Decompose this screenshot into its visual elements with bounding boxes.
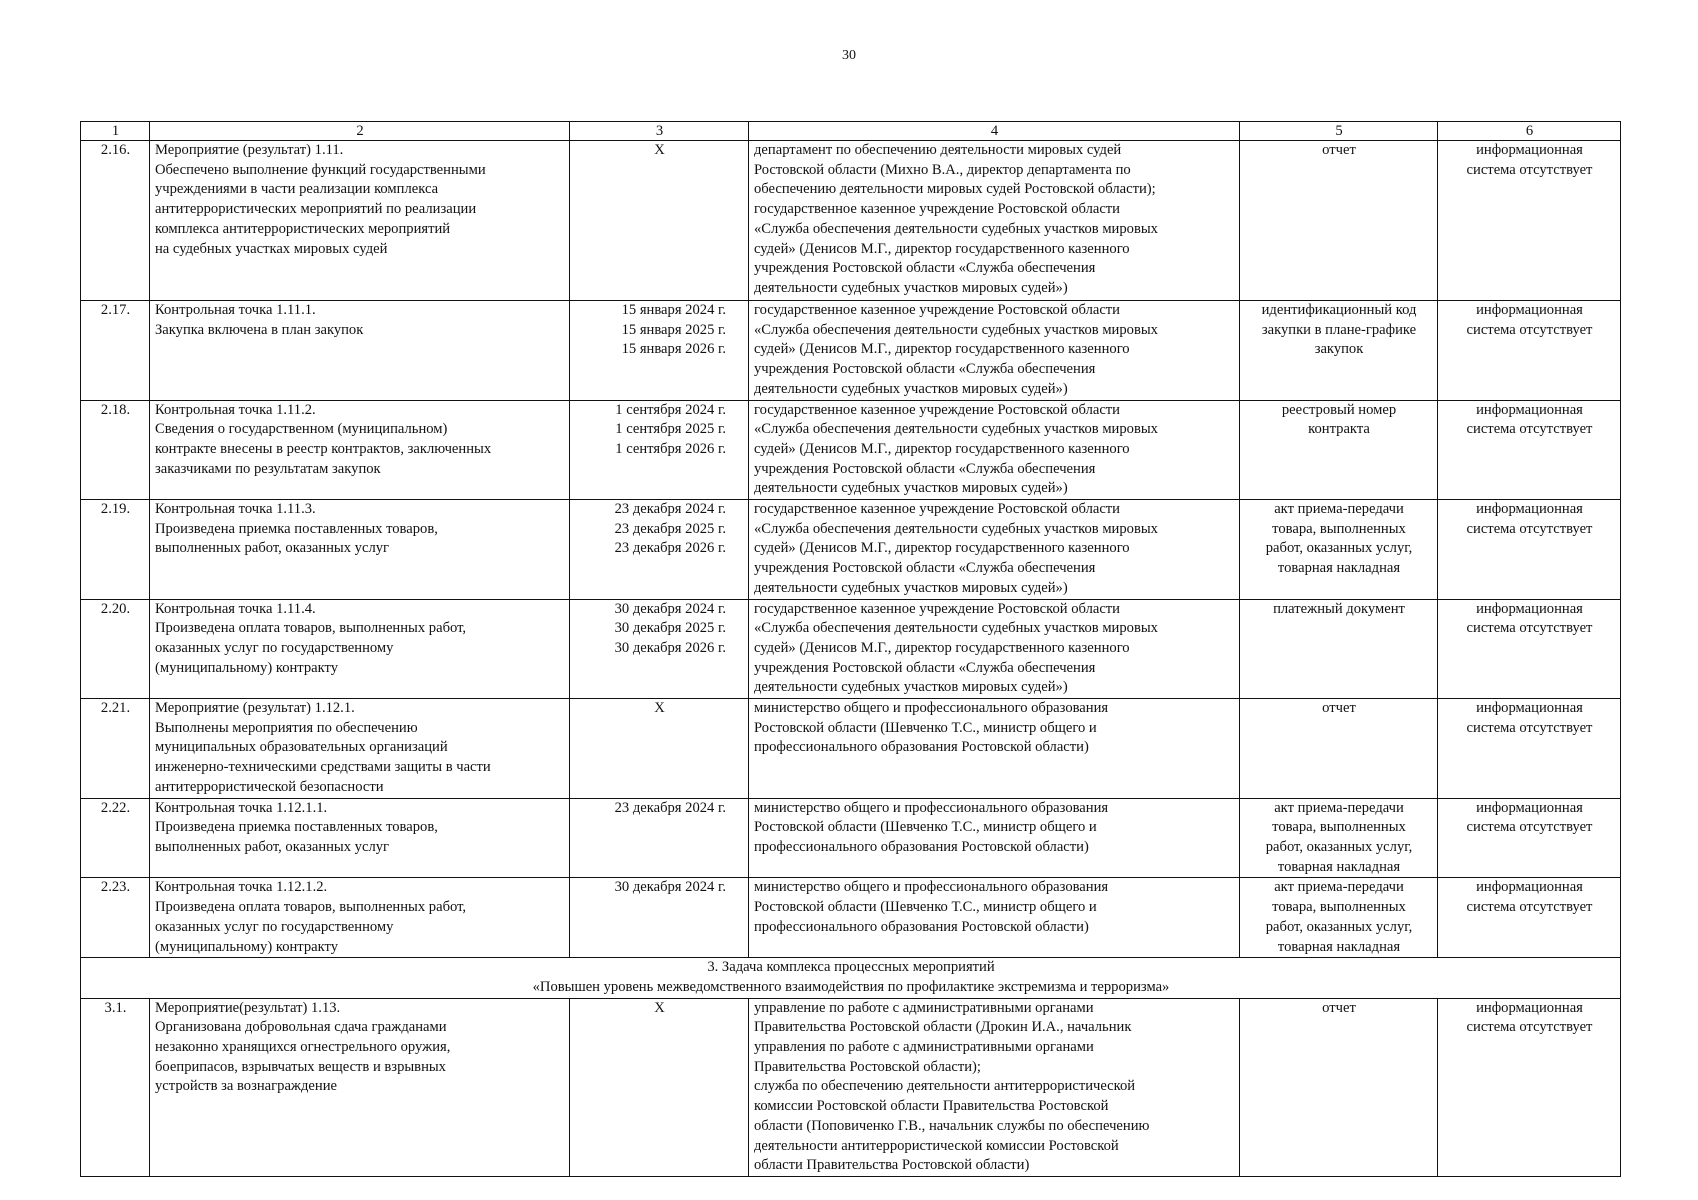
column-numbers-row: [81, 122, 1621, 141]
cell-line: судей» (Денисов М.Г., директор государственного казенного: [754, 639, 1130, 656]
cell-line: министерство общего и профессионального образования: [754, 879, 1109, 896]
cell-line: «Служба обеспечения деятельности судебных участков мировых: [754, 220, 1158, 237]
row-number-cell: 2.21.: [81, 699, 150, 799]
row-number-cell: 3.1.: [81, 998, 150, 1176]
cell-line: служба по обеспечению деятельности антитеррористической: [754, 1078, 1136, 1095]
cell-line: Мероприятие(результат) 1.13.: [155, 999, 341, 1016]
cell-line: товарная накладная: [1277, 858, 1401, 875]
cell-line: Правительства Ростовской области);: [754, 1058, 981, 1075]
cell-line: Ростовской области (Шевченко Т.С., министр общего и: [754, 899, 1097, 916]
cell-line: товарная накладная: [1277, 938, 1401, 955]
cell-line: Произведена оплата товаров, выполненных работ,: [155, 620, 467, 637]
cell-line: учреждения Ростовской области «Служба обеспечения: [754, 560, 1096, 577]
date-cell: [570, 699, 749, 799]
section-heading-line: 3. Задача комплекса процессных мероприятий: [707, 959, 995, 976]
cell-line: отчет: [1322, 700, 1356, 717]
cell-line: деятельности судебных участков мировых судей»): [754, 380, 1068, 397]
cell-line: управления по работе с административными органами: [754, 1039, 1094, 1056]
row-number-cell: 2.23.: [81, 878, 150, 958]
cell-line: X: [654, 700, 665, 717]
row-number-cell: 2.16.: [81, 141, 150, 301]
document-cell: [1240, 500, 1438, 600]
cell-line: 30 декабря 2026 г.: [614, 639, 726, 656]
cell-line: области (Поповиченко Г.В., начальник службы по обеспечению: [754, 1117, 1150, 1134]
cell-line: 23 декабря 2024 г.: [614, 501, 726, 518]
cell-line: 1 сентября 2024 г.: [615, 401, 726, 418]
column-number: 4: [749, 122, 1240, 141]
cell-line: система отсутствует: [1466, 899, 1593, 916]
cell-line: информационная: [1476, 999, 1583, 1016]
cell-line: система отсутствует: [1466, 819, 1593, 836]
column-number: 1: [81, 122, 150, 141]
date-cell: [570, 301, 749, 401]
section-heading: [81, 958, 1621, 998]
document-cell: [1240, 699, 1438, 799]
cell-line: 30 декабря 2025 г.: [614, 620, 726, 637]
cell-line: система отсутствует: [1466, 421, 1593, 438]
info-system-cell: [1438, 599, 1621, 699]
cell-line: Контрольная точка 1.12.1.2.: [155, 879, 328, 896]
cell-line: деятельности судебных участков мировых судей»): [754, 579, 1068, 596]
cell-line: Закупка включена в план закупок: [155, 321, 364, 338]
cell-line: антитеррористической безопасности: [155, 778, 384, 795]
table-row: [81, 798, 1621, 878]
cell-line: Сведения о государственном (муниципальном): [155, 421, 448, 438]
cell-line: информационная: [1476, 600, 1583, 617]
page-number: 30: [842, 48, 856, 63]
cell-line: акт приема-передачи: [1274, 879, 1404, 896]
cell-line: товара, выполненных: [1272, 899, 1406, 916]
cell-line: информационная: [1476, 302, 1583, 318]
cell-line: реестровый номер: [1281, 401, 1397, 418]
cell-line: выполненных работ, оказанных услуг: [155, 540, 390, 557]
cell-line: (муниципальному) контракту: [155, 938, 339, 955]
cell-line: Контрольная точка 1.12.1.1.: [155, 799, 328, 816]
description-cell: [150, 998, 570, 1176]
cell-line: департамент по обеспечению деятельности мировых судей: [754, 142, 1122, 158]
cell-line: управление по работе с административными органами: [754, 999, 1094, 1016]
cell-line: судей» (Денисов М.Г., директор государственного казенного: [754, 440, 1130, 457]
responsible-cell: [749, 699, 1240, 799]
cell-line: информационная: [1476, 401, 1583, 418]
document-cell: [1240, 599, 1438, 699]
info-system-cell: [1438, 798, 1621, 878]
document-cell: [1240, 400, 1438, 500]
cell-line: отчет: [1322, 999, 1356, 1016]
cell-line: обеспечению деятельности мировых судей Ростовской области);: [754, 181, 1156, 198]
cell-line: деятельности антитеррористической комиссии Ростовской: [754, 1137, 1119, 1154]
cell-line: оказанных услуг по государственному: [155, 918, 394, 935]
cell-line: судей» (Денисов М.Г., директор государственного казенного: [754, 540, 1130, 557]
responsible-cell: [749, 878, 1240, 958]
document-cell: [1240, 141, 1438, 301]
cell-line: Ростовской области (Шевченко Т.С., министр общего и: [754, 819, 1097, 836]
cell-line: контракте внесены в реестр контрактов, заключенных: [155, 440, 492, 457]
cell-line: Организована добровольная сдача гражданами: [155, 1019, 447, 1036]
cell-line: профессионального образования Ростовской области): [754, 739, 1089, 756]
date-cell: [570, 798, 749, 878]
date-cell: [570, 141, 749, 301]
cell-line: система отсутствует: [1466, 620, 1593, 637]
responsible-cell: [749, 500, 1240, 600]
cell-line: X: [654, 999, 665, 1016]
cell-line: Выполнены мероприятия по обеспечению: [155, 719, 418, 736]
cell-line: система отсутствует: [1466, 520, 1593, 537]
table-row: [81, 599, 1621, 699]
cell-line: (муниципальному) контракту: [155, 659, 339, 676]
cell-line: учреждения Ростовской области «Служба обеспечения: [754, 361, 1096, 378]
cell-line: «Служба обеспечения деятельности судебных участков мировых: [754, 421, 1158, 438]
cell-line: учреждениями в части реализации комплекса: [155, 181, 439, 198]
cell-line: информационная: [1476, 700, 1583, 717]
cell-line: система отсутствует: [1466, 719, 1593, 736]
cell-line: судей» (Денисов М.Г., директор государственного казенного: [754, 240, 1130, 257]
responsible-cell: [749, 400, 1240, 500]
cell-line: Мероприятие (результат) 1.12.1.: [155, 700, 355, 717]
cell-line: идентификационный код: [1261, 302, 1417, 318]
cell-line: Обеспечено выполнение функций государственными: [155, 161, 486, 178]
responsible-cell: [749, 141, 1240, 301]
description-cell: [150, 798, 570, 878]
description-cell: [150, 599, 570, 699]
cell-line: антитеррористических мероприятий по реализации: [155, 201, 477, 218]
cell-line: закупок: [1314, 341, 1364, 358]
cell-line: акт приема-передачи: [1274, 799, 1404, 816]
column-number: 5: [1240, 122, 1438, 141]
cell-line: заказчиками по результатам закупок: [155, 460, 381, 477]
cell-line: система отсутствует: [1466, 321, 1593, 338]
description-cell: [150, 400, 570, 500]
cell-line: Контрольная точка 1.11.3.: [155, 501, 316, 518]
description-cell: [150, 500, 570, 600]
info-system-cell: [1438, 301, 1621, 401]
cell-line: Ростовской области (Михно В.А., директор департамента по: [754, 161, 1131, 178]
cell-line: государственное казенное учреждение Ростовской области: [754, 600, 1120, 617]
cell-line: профессионального образования Ростовской области): [754, 838, 1089, 855]
cell-line: Произведена оплата товаров, выполненных работ,: [155, 899, 467, 916]
cell-line: деятельности судебных участков мировых судей»): [754, 679, 1068, 696]
cell-line: «Служба обеспечения деятельности судебных участков мировых: [754, 620, 1158, 637]
cell-line: «Служба обеспечения деятельности судебных участков мировых: [754, 520, 1158, 537]
row-number-cell: 2.17.: [81, 301, 150, 401]
cell-line: платежный документ: [1273, 600, 1405, 617]
cell-line: информационная: [1476, 879, 1583, 896]
cell-line: комплекса антитеррористических мероприятий: [155, 220, 451, 237]
document-cell: [1240, 798, 1438, 878]
table-row: [81, 998, 1621, 1176]
info-system-cell: [1438, 998, 1621, 1176]
cell-line: работ, оказанных услуг,: [1265, 540, 1413, 557]
events-table: [80, 121, 1621, 1177]
cell-line: информационная: [1476, 142, 1583, 158]
cell-line: 23 декабря 2026 г.: [614, 540, 726, 557]
document-cell: [1240, 878, 1438, 958]
row-number-cell: 2.18.: [81, 400, 150, 500]
cell-line: государственное казенное учреждение Ростовской области: [754, 302, 1120, 318]
cell-line: области Правительства Ростовской области): [754, 1157, 1030, 1174]
cell-line: работ, оказанных услуг,: [1265, 838, 1413, 855]
description-cell: [150, 141, 570, 301]
cell-line: Произведена приемка поставленных товаров,: [155, 520, 438, 537]
cell-line: отчет: [1322, 142, 1356, 158]
cell-line: деятельности судебных участков мировых судей»): [754, 480, 1068, 497]
date-cell: [570, 400, 749, 500]
cell-line: 23 декабря 2024 г.: [614, 799, 726, 816]
info-system-cell: [1438, 141, 1621, 301]
cell-line: государственное казенное учреждение Ростовской области: [754, 501, 1120, 518]
cell-line: 1 сентября 2026 г.: [615, 440, 726, 457]
cell-line: выполненных работ, оказанных услуг: [155, 838, 390, 855]
info-system-cell: [1438, 878, 1621, 958]
column-number: 2: [150, 122, 570, 141]
responsible-cell: [749, 301, 1240, 401]
row-number-cell: 2.19.: [81, 500, 150, 600]
column-number: 6: [1438, 122, 1621, 141]
description-cell: [150, 699, 570, 799]
cell-line: учреждения Ростовской области «Служба обеспечения: [754, 460, 1096, 477]
cell-line: деятельности судебных участков мировых судей»): [754, 279, 1068, 296]
cell-line: 1 сентября 2025 г.: [615, 421, 726, 438]
cell-line: система отсутствует: [1466, 1019, 1593, 1036]
cell-line: Контрольная точка 1.11.2.: [155, 401, 316, 418]
cell-line: система отсутствует: [1466, 161, 1593, 178]
date-cell: [570, 878, 749, 958]
cell-line: инженерно-техническими средствами защиты в части: [155, 759, 491, 776]
responsible-cell: [749, 998, 1240, 1176]
cell-line: государственное казенное учреждение Ростовской области: [754, 401, 1120, 418]
cell-line: акт приема-передачи: [1274, 501, 1404, 518]
cell-line: работ, оказанных услуг,: [1265, 918, 1413, 935]
table-row: [81, 301, 1621, 401]
cell-line: Ростовской области (Шевченко Т.С., министр общего и: [754, 719, 1097, 736]
cell-line: Правительства Ростовской области (Дрокин И.А., начальник: [754, 1019, 1132, 1036]
cell-line: товара, выполненных: [1272, 819, 1406, 836]
cell-line: Контрольная точка 1.11.1.: [155, 302, 316, 318]
cell-line: 30 декабря 2024 г.: [614, 600, 726, 617]
table-row: [81, 878, 1621, 958]
section-row: [81, 958, 1621, 998]
column-number: 3: [570, 122, 749, 141]
cell-line: учреждения Ростовской области «Служба обеспечения: [754, 260, 1096, 277]
cell-line: профессионального образования Ростовской области): [754, 918, 1089, 935]
table-row: [81, 400, 1621, 500]
cell-line: государственное казенное учреждение Ростовской области: [754, 201, 1120, 218]
responsible-cell: [749, 599, 1240, 699]
table-row: [81, 141, 1621, 301]
document-cell: [1240, 301, 1438, 401]
cell-line: информационная: [1476, 501, 1583, 518]
document-cell: [1240, 998, 1438, 1176]
date-cell: [570, 500, 749, 600]
table-body: [81, 122, 1621, 1177]
cell-line: контракта: [1308, 421, 1370, 438]
cell-line: судей» (Денисов М.Г., директор государственного казенного: [754, 341, 1130, 358]
cell-line: Произведена приемка поставленных товаров,: [155, 819, 438, 836]
date-cell: [570, 599, 749, 699]
cell-line: закупки в плане-графике: [1261, 321, 1417, 338]
table-row: [81, 699, 1621, 799]
cell-line: 23 декабря 2025 г.: [614, 520, 726, 537]
cell-line: министерство общего и профессионального образования: [754, 700, 1109, 717]
row-number-cell: 2.22.: [81, 798, 150, 878]
section-heading-line: «Повышен уровень межведомственного взаимодействия по профилактике экстремизма и терроризма»: [532, 978, 1170, 995]
cell-line: незаконно хранящихся огнестрельного оружия,: [155, 1039, 451, 1056]
cell-line: Контрольная точка 1.11.4.: [155, 600, 316, 617]
cell-line: на судебных участках мировых судей: [155, 240, 388, 257]
cell-line: 15 января 2024 г.: [621, 302, 726, 318]
cell-line: товарная накладная: [1277, 560, 1401, 577]
responsible-cell: [749, 798, 1240, 878]
cell-line: информационная: [1476, 799, 1583, 816]
cell-line: оказанных услуг по государственному: [155, 639, 394, 656]
description-cell: [150, 878, 570, 958]
info-system-cell: [1438, 400, 1621, 500]
cell-line: 30 декабря 2024 г.: [614, 879, 726, 896]
table-row: [81, 500, 1621, 600]
date-cell: [570, 998, 749, 1176]
cell-line: 15 января 2026 г.: [621, 341, 726, 358]
cell-line: товара, выполненных: [1272, 520, 1406, 537]
description-cell: [150, 301, 570, 401]
cell-line: X: [654, 142, 665, 158]
cell-line: комиссии Ростовской области Правительства Ростовской: [754, 1098, 1109, 1115]
info-system-cell: [1438, 699, 1621, 799]
cell-line: учреждения Ростовской области «Служба обеспечения: [754, 659, 1096, 676]
cell-line: 15 января 2025 г.: [621, 321, 726, 338]
cell-line: муниципальных образовательных организаций: [155, 739, 448, 756]
row-number-cell: 2.20.: [81, 599, 150, 699]
cell-line: министерство общего и профессионального образования: [754, 799, 1109, 816]
info-system-cell: [1438, 500, 1621, 600]
cell-line: «Служба обеспечения деятельности судебных участков мировых: [754, 321, 1158, 338]
cell-line: боеприпасов, взрывчатых веществ и взрывных: [155, 1058, 446, 1075]
cell-line: Мероприятие (результат) 1.11.: [155, 142, 344, 158]
cell-line: устройств за вознаграждение: [155, 1078, 338, 1095]
